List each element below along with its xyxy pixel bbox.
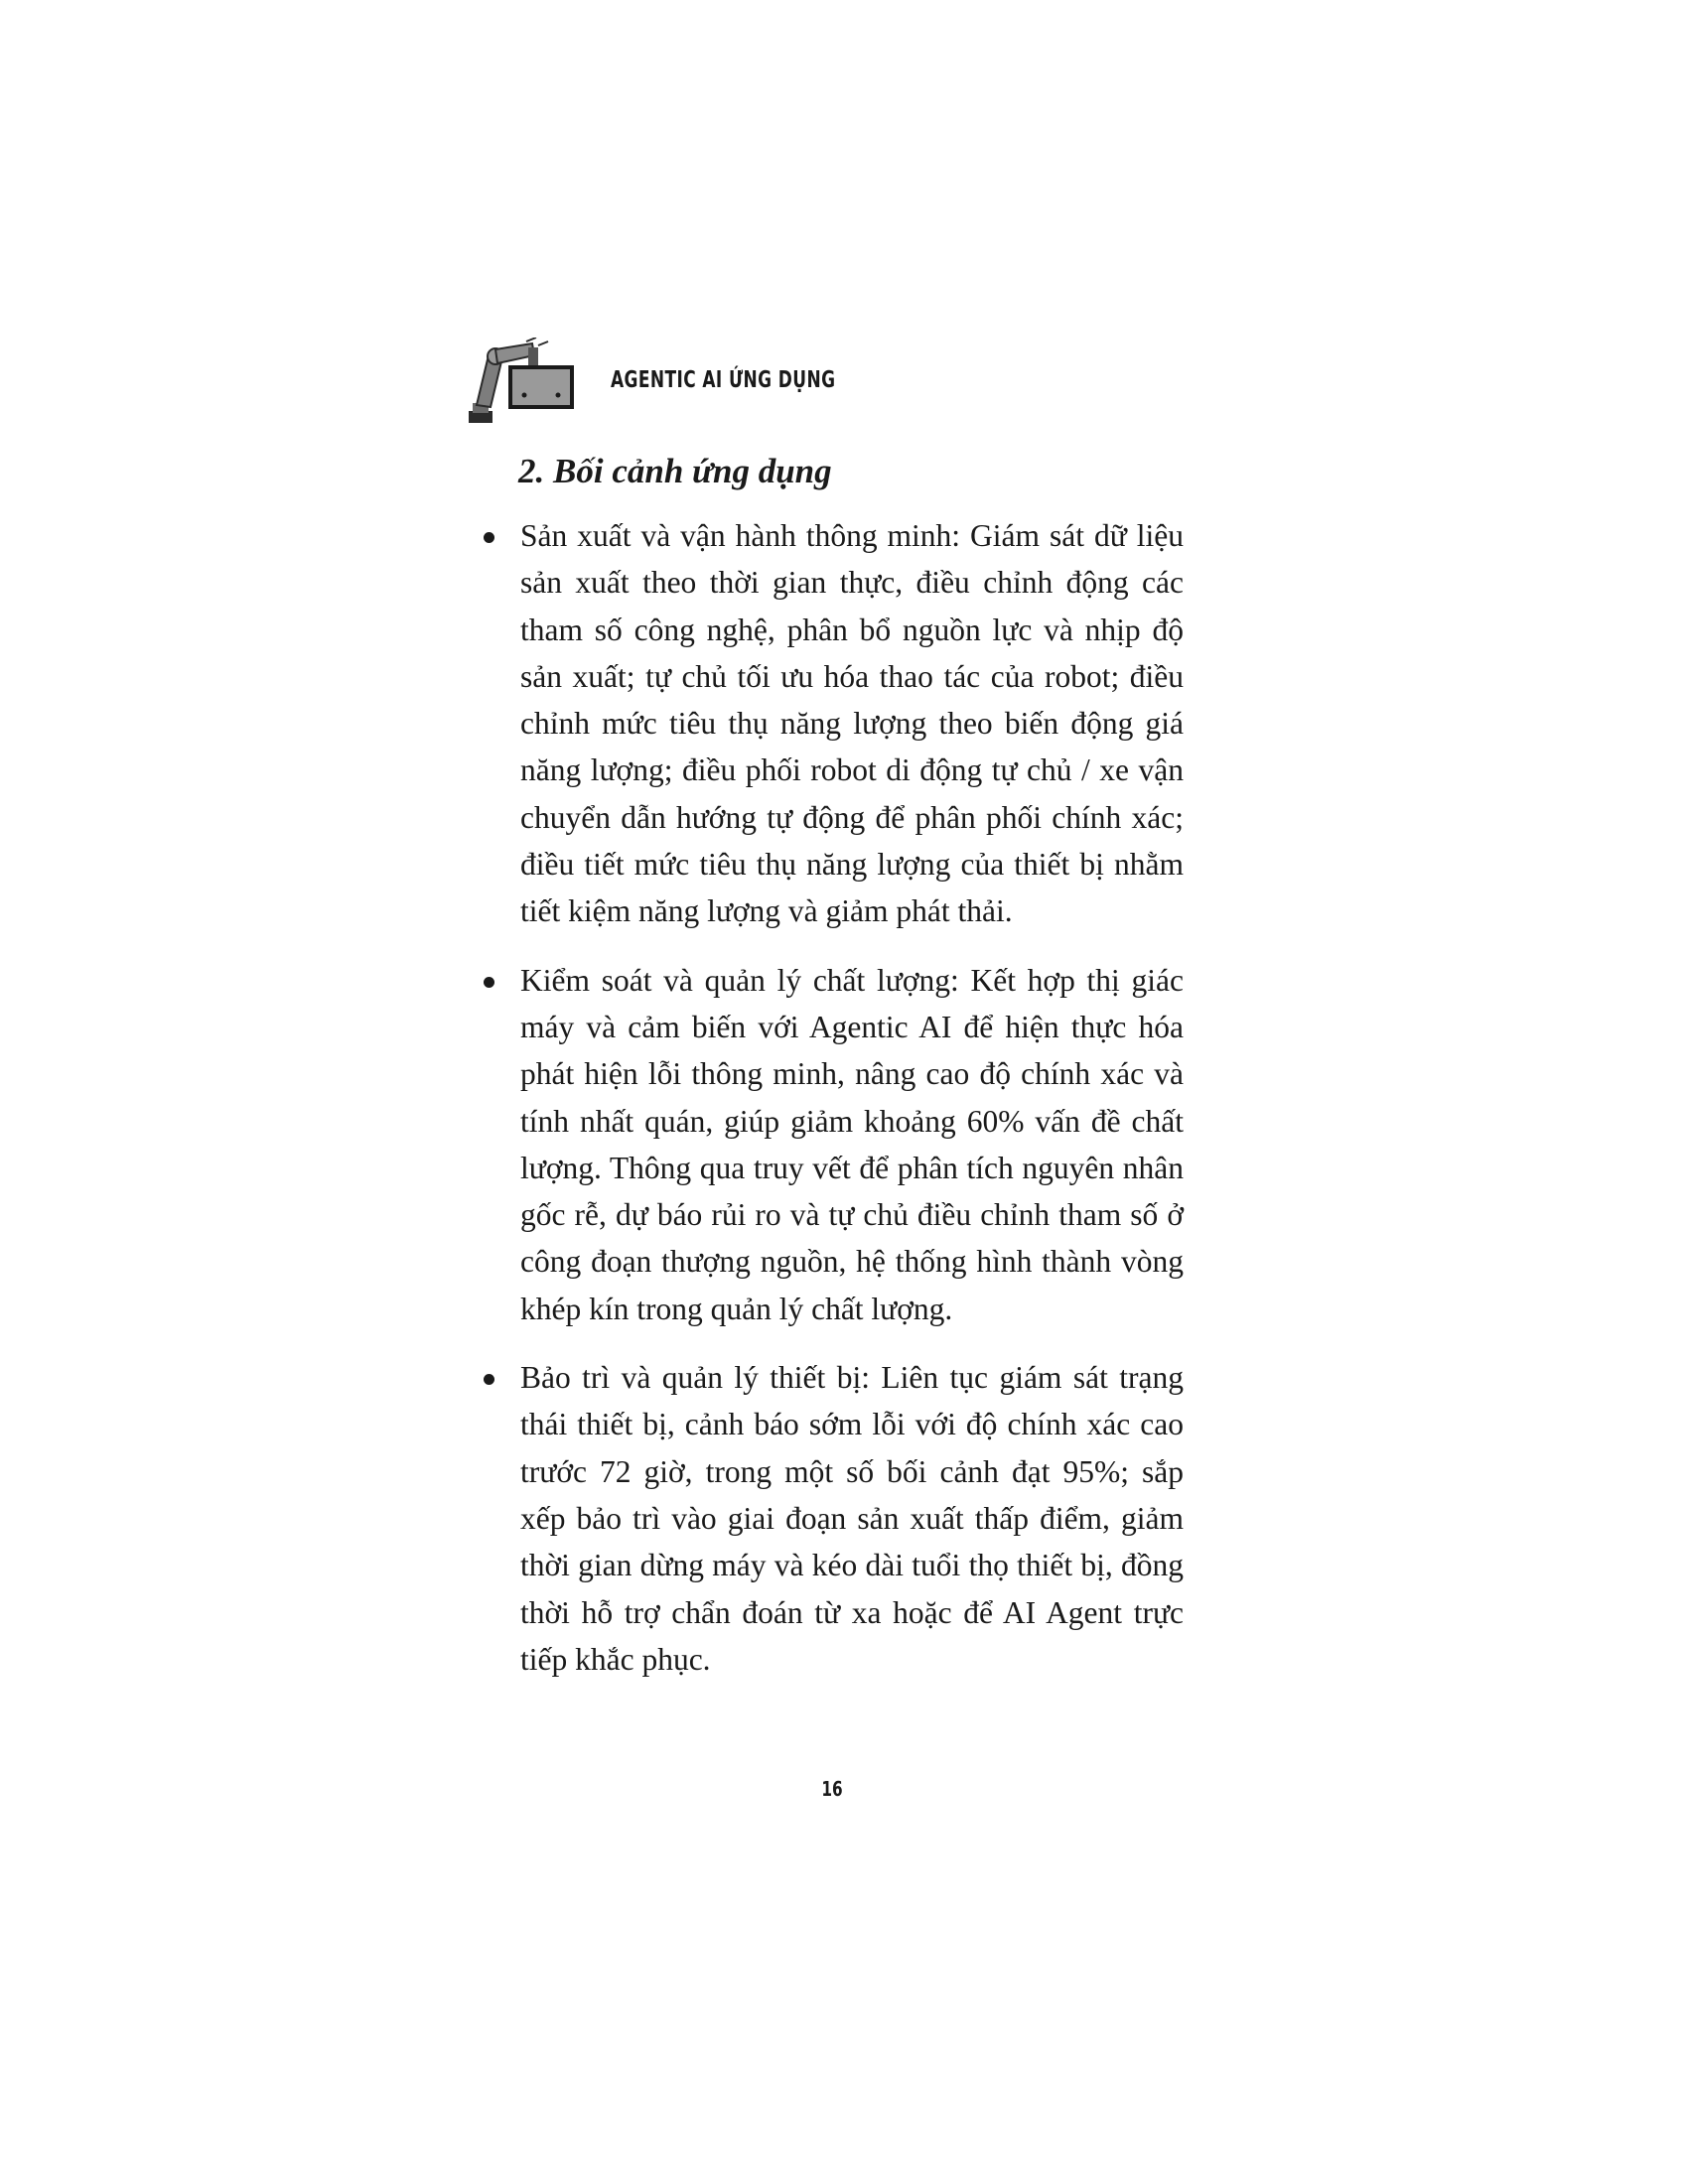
page-number: 16 xyxy=(821,1777,843,1801)
bullet-list xyxy=(484,512,1184,1705)
bullet-text: Kiểm soát và quản lý chất lượng: Kết hợp thị giác máy và cảm biến với Agentic AI để hiện thực hóa phát hiện lỗi thông minh, nâng cao độ chính xác và tính nhất quán, giúp giảm khoảng 60% vấn đề chất lượng. Thông qua truy vết để phân tích nguyên nhân gốc rễ, dự báo rủi ro và tự chủ điều chỉnh tham số ở công đoạn thượng nguồn, hệ thống hình thành vòng khép kín trong quản lý chất lượng. xyxy=(520,962,1184,1326)
bullet-text: Bảo trì và quản lý thiết bị: Liên tục giám sát trạng thái thiết bị, cảnh báo sớm lỗi với độ chính xác cao trước 72 giờ, trong một số bối cảnh đạt 95%; sắp xếp bảo trì vào giai đoạn sản xuất thấp điểm, giảm thời gian dừng máy và kéo dài tuổi thọ thiết bị, đồng thời hỗ trợ chẩn đoán từ xa hoặc để AI Agent trực tiếp khắc phục. xyxy=(520,1360,1184,1677)
list-item xyxy=(484,512,1184,935)
bullet-icon xyxy=(484,1374,494,1385)
bullet-icon xyxy=(484,977,494,988)
header-title: AGENTIC AI ỨNG DỤNG xyxy=(611,367,836,393)
list-item xyxy=(484,957,1184,1332)
running-header xyxy=(469,338,1184,429)
bullet-icon xyxy=(484,532,494,543)
section-heading: 2. Bối cảnh ứng dụng xyxy=(518,452,832,490)
list-item xyxy=(484,1354,1184,1683)
robot-arm-icon xyxy=(469,338,578,429)
bullet-text: Sản xuất và vận hành thông minh: Giám sát dữ liệu sản xuất theo thời gian thực, điều chỉnh động các tham số công nghệ, phân bổ nguồn lực và nhịp độ sản xuất; tự chủ tối ưu hóa thao tác của robot; điều chỉnh mức tiêu thụ năng lượng theo biến động giá năng lượng; điều phối robot di động tự chủ / xe vận chuyển dẫn hướng tự động để phân phối chính xác; điều tiết mức tiêu thụ năng lượng của thiết bị nhằm tiết kiệm năng lượng và giảm phát thải. xyxy=(520,518,1184,929)
